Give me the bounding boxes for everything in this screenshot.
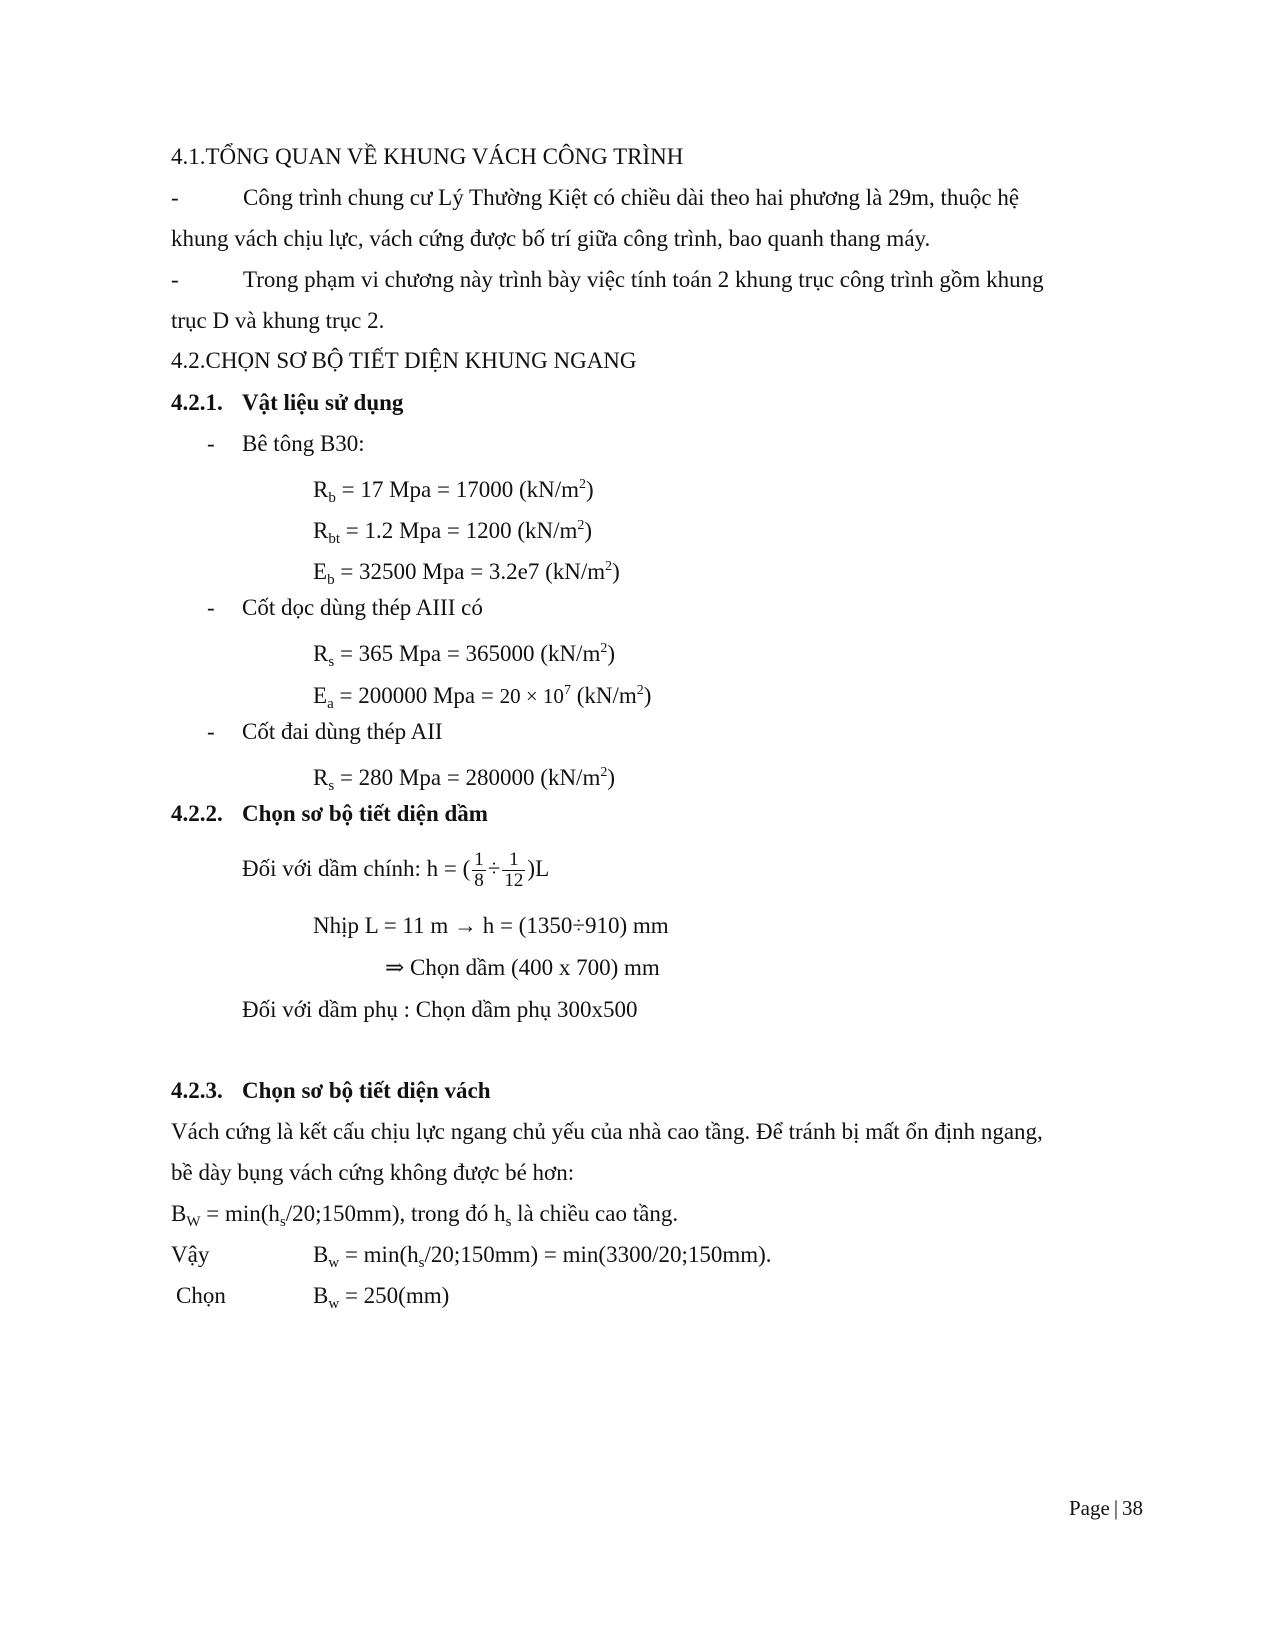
subsection-number: 4.2.2. [171, 801, 223, 826]
symbol: R [313, 641, 329, 666]
formula-rb [313, 471, 594, 512]
formula-value: = 32500 Mpa = 3.2e7 (kN/m [334, 559, 606, 584]
bullet-dash: - [207, 595, 215, 620]
formula-prefix: Đối với dầm chính: h = ( [242, 855, 471, 881]
choose-beam-text: Chọn dầm (400 x 700) mm [410, 955, 660, 980]
paragraph-1-line-1 [171, 184, 1020, 212]
formula-unit: (kN/m [570, 683, 637, 708]
subsection-title: Vật liệu sử dụng [242, 390, 404, 415]
wall-paragraph-line-1: Vách cứng là kết cấu chịu lực ngang chủ yếu của nhà cao tầng. Để tránh bị mất ổn định ngang, [171, 1119, 1043, 1144]
subsection-4-2-3-heading [171, 1077, 491, 1105]
formula-rs-aii [313, 759, 615, 800]
paragraph-2-line-2: trục D và khung trục 2. [171, 308, 385, 333]
formula-value: = 280 Mpa = 280000 (kN/m [334, 765, 601, 790]
subscript: w [328, 1296, 340, 1312]
chon-formula [313, 1282, 449, 1318]
section-4-2-heading: 4.2.CHỌN SƠ BỘ TIẾT DIỆN KHUNG NGANG [171, 348, 637, 373]
subscript: b [327, 572, 335, 588]
formula-rbt [313, 512, 592, 553]
fraction-one-eighth [472, 850, 486, 891]
paragraph-1-text: Công trình chung cư Lý Thường Kiệt có chiều dài theo hai phương là 29m, thuộc hệ [243, 185, 1020, 210]
subscript: a [327, 696, 334, 712]
concrete-label: Bê tông B30: [242, 431, 365, 456]
exponent: 2 [579, 477, 586, 492]
formula-value: = 200000 Mpa = [333, 683, 500, 708]
span-line: Nhịp L = 11 m → h = (1350÷910) mm [313, 913, 669, 938]
bullet-dash: - [171, 267, 179, 292]
bullet-dash: - [207, 431, 215, 456]
symbol: B [171, 1201, 187, 1226]
denominator: 8 [474, 870, 484, 891]
wall-paragraph-line-2: bề dày bụng vách cứng không được bé hơn: [171, 1160, 575, 1185]
subscript: s [418, 1255, 425, 1271]
exponent: 2 [605, 559, 613, 574]
formula-text: = 250(mm) [339, 1283, 450, 1308]
subscript: w [328, 1255, 340, 1271]
subsection-number: 4.2.1. [171, 390, 223, 415]
page-number: 38 [1122, 1496, 1144, 1520]
formula-end: ) [612, 559, 620, 584]
symbol: B [313, 1283, 329, 1308]
formula-end: ) [643, 683, 652, 708]
multiplier: 20 × 10 [499, 684, 564, 708]
exponent: 2 [600, 765, 608, 780]
bw-definition [171, 1200, 678, 1236]
subscript: s [279, 1214, 286, 1230]
formula-text: = min(h [200, 1201, 280, 1226]
subscript: W [186, 1214, 201, 1230]
exponent: 7 [563, 683, 571, 698]
secondary-beam-line: Đối với dầm phụ : Chọn dầm phụ 300x500 [242, 997, 638, 1022]
formula-end: ) [586, 477, 594, 502]
subscript: b [328, 490, 336, 506]
formula-text: /20;150mm) = min(3300/20;150mm). [424, 1242, 772, 1267]
page-label: Page [1069, 1496, 1110, 1520]
exponent: 2 [577, 518, 585, 533]
symbol: R [313, 518, 329, 543]
subsection-title: Chọn sơ bộ tiết diện dầm [242, 801, 488, 826]
subsection-number: 4.2.3. [171, 1078, 223, 1103]
long-steel-label: Cốt dọc dùng thép AIII có [242, 595, 483, 620]
stirrup-item [207, 718, 443, 746]
numerator: 1 [502, 850, 525, 871]
symbol: R [313, 477, 329, 502]
bullet-dash: - [207, 719, 215, 744]
formula-ea [313, 677, 651, 718]
subscript: bt [328, 531, 341, 547]
formula-rs-aiii [313, 635, 615, 676]
page-footer [1069, 1495, 1143, 1521]
subsection-title: Chọn sơ bộ tiết diện vách [242, 1078, 491, 1103]
numerator: 1 [474, 849, 484, 870]
section-4-1-heading: 4.1.TỔNG QUAN VỀ KHUNG VÁCH CÔNG TRÌNH [171, 144, 684, 169]
chon-line [176, 1282, 450, 1312]
vay-line [171, 1241, 772, 1271]
paragraph-2-line-1 [171, 266, 1044, 294]
symbol: R [313, 765, 329, 790]
exponent: 2 [636, 683, 644, 698]
formula-value: = 365 Mpa = 365000 (kN/m [334, 641, 601, 666]
paragraph-2-text: Trong phạm vi chương này trình bày việc tính toán 2 khung trục công trình gồm khung [243, 267, 1044, 292]
symbol: E [313, 559, 328, 584]
subscript: s [505, 1214, 512, 1230]
choose-beam-line [385, 954, 660, 982]
footer-separator: | [1113, 1496, 1119, 1520]
subscript: s [328, 778, 335, 794]
main-beam-formula [242, 850, 549, 891]
symbol: E [313, 683, 328, 708]
formula-value: = 17 Mpa = 17000 (kN/m [335, 477, 579, 502]
concrete-item [207, 430, 365, 458]
formula-end: ) [607, 641, 616, 666]
formula-text: = min(h [339, 1242, 419, 1267]
vay-formula [313, 1241, 772, 1277]
bullet-dash: - [171, 185, 179, 210]
formula-text: /20;150mm), trong đó h [285, 1201, 506, 1226]
vay-label: Vậy [171, 1242, 210, 1267]
formula-suffix: )L [527, 855, 550, 881]
formula-eb [313, 553, 620, 594]
stirrup-label: Cốt đai dùng thép AII [242, 719, 443, 744]
formula-text: là chiều cao tầng. [511, 1201, 679, 1226]
division-sign: ÷ [487, 855, 501, 881]
chon-label: Chọn [176, 1283, 226, 1308]
long-steel-item [207, 594, 483, 622]
implies-arrow-icon: ⇒ [385, 955, 405, 980]
subscript: s [328, 654, 335, 670]
symbol: B [313, 1242, 329, 1267]
formula-end: ) [607, 765, 616, 790]
formula-end: ) [584, 518, 593, 543]
exponent: 2 [600, 641, 608, 656]
fraction-one-twelfth [502, 850, 525, 891]
paragraph-1-line-2: khung vách chịu lực, vách cứng được bố trí giữa công trình, bao quanh thang máy. [171, 226, 931, 251]
subsection-4-2-2-heading [171, 800, 488, 828]
denominator: 12 [504, 870, 524, 891]
subsection-4-2-1-heading [171, 389, 404, 417]
formula-value: = 1.2 Mpa = 1200 (kN/m [340, 518, 578, 543]
